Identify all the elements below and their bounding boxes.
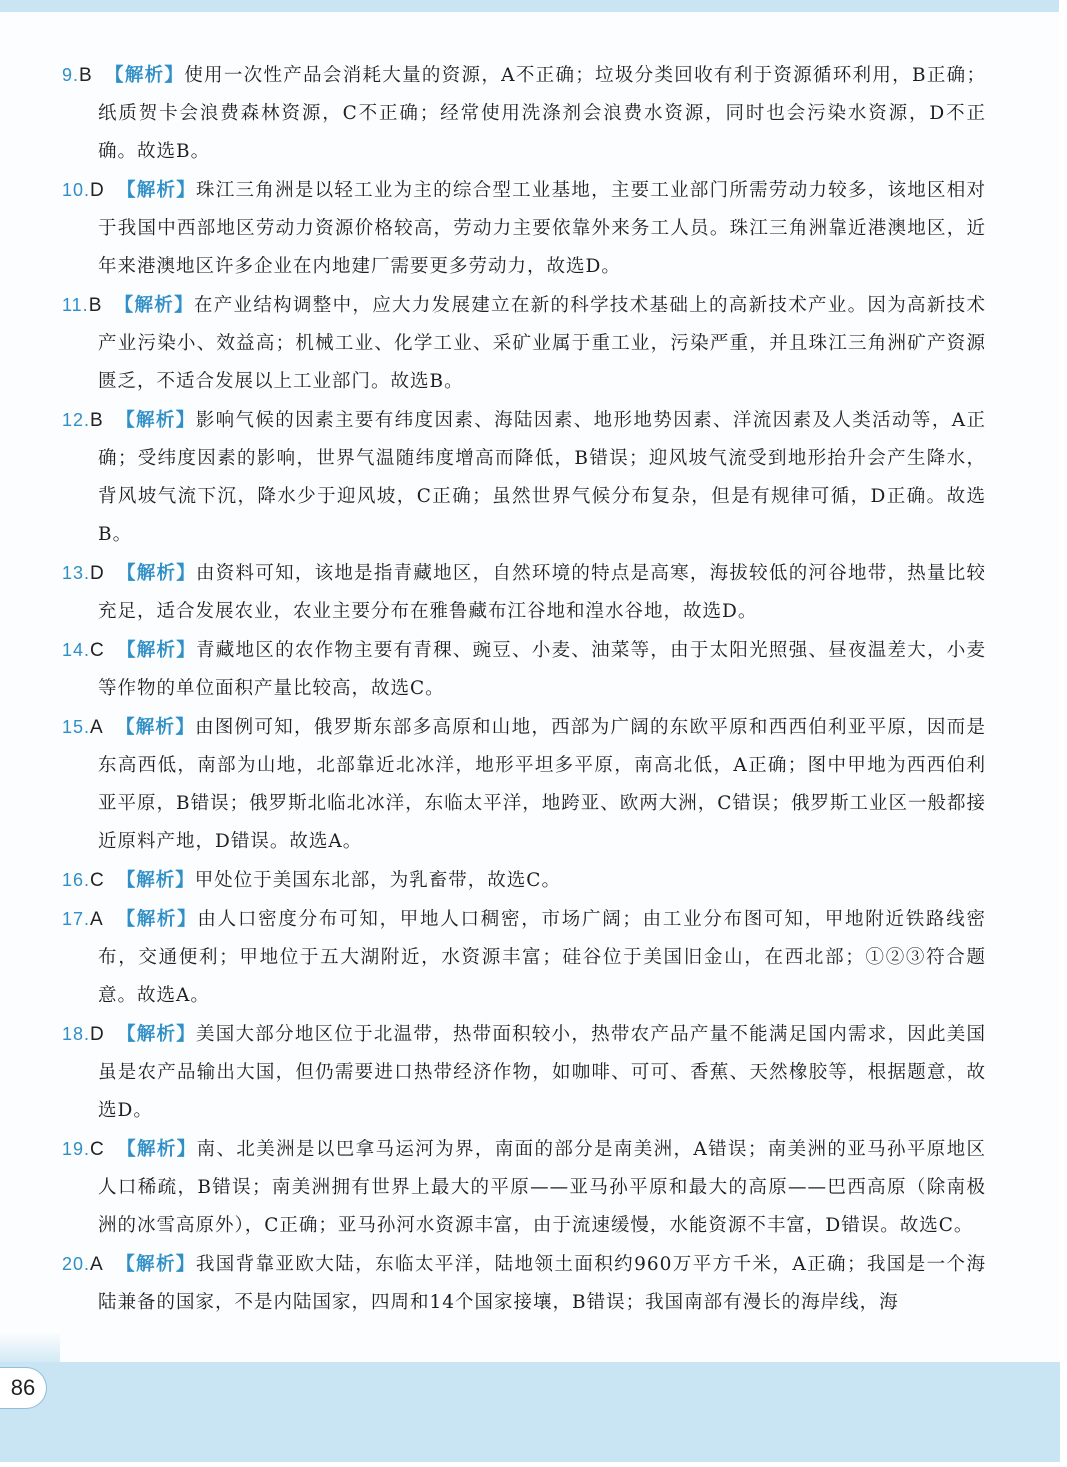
answer-choice: C [90,1139,105,1160]
answer-item [62,708,986,861]
analysis-text: 我国背靠亚欧大陆，东临太平洋，陆地领土面积约960万平方千米，A正确；我国是一个海陆兼备的国家，不是内陆国家，四周和14个国家接壤，B错误；我国南部有漫长的海岸线，海 [98,1254,986,1313]
answer-choice: B [88,295,103,316]
answer-item [62,861,986,900]
answer-choice: A [90,717,104,738]
question-number: 9. [62,65,80,85]
analysis-tag: 【解析】 [115,717,196,738]
answer-choice: A [90,1254,104,1275]
top-border-band [0,0,1060,12]
analysis-text: 使用一次性产品会消耗大量的资源，A不正确；垃圾分类回收有利于资源循环利用，B正确；纸质贺卡会浪费森林资源，C不正确；经常使用洗涤剂会浪费水资源，同时也会污染水资源，D不正确。故选B。 [98,65,986,162]
question-number: 12. [62,410,91,430]
question-number: 14. [62,640,91,660]
analysis-tag: 【解析】 [104,65,185,86]
analysis-text: 青藏地区的农作物主要有青稞、豌豆、小麦、油菜等，由于太阳光照强、昼夜温差大，小麦等作物的单位面积产量比较高，故选C。 [98,640,986,699]
analysis-tag: 【解析】 [116,1139,197,1160]
analysis-text: 南、北美洲是以巴拿马运河为界，南面的部分是南美洲，A错误；南美洲的亚马孙平原地区人口稀疏，B错误；南美洲拥有世界上最大的平原——亚马孙平原和最大的高原——巴西高原（除南极洲的冰雪高原外），C正确；亚马孙河水资源丰富，由于流速缓慢，水能资源不丰富，D错误。故选C。 [98,1139,986,1236]
question-number: 17. [62,909,91,929]
analysis-tag: 【解析】 [116,640,197,661]
answer-choice: D [90,1024,105,1045]
question-number: 15. [62,717,91,737]
right-margin [1059,0,1067,1467]
analysis-tag: 【解析】 [116,1024,197,1045]
answer-item [62,171,986,286]
analysis-tag: 【解析】 [116,180,197,201]
analysis-tag: 【解析】 [114,295,194,316]
answer-item [62,56,986,171]
analysis-text: 珠江三角洲是以轻工业为主的综合型工业基地，主要工业部门所需劳动力较多，该地区相对于我国中西部地区劳动力资源价格较高，劳动力主要依靠外来务工人员。珠江三角洲靠近港澳地区，近年来港澳地区许多企业在内地建厂需要更多劳动力，故选D。 [98,180,986,277]
analysis-tag: 【解析】 [116,563,197,584]
page-number: 86 [0,1367,47,1409]
analysis-text: 美国大部分地区位于北温带，热带面积较小，热带农产品产量不能满足国内需求，因此美国虽是农产品输出大国，但仍需要进口热带经济作物，如咖啡、可可、香蕉、天然橡胶等，根据题意，故选D。 [98,1024,986,1121]
question-number: 10. [62,180,91,200]
answer-item [62,1245,986,1322]
answer-choice: B [79,65,93,86]
bottom-border-band [0,1362,1060,1462]
answer-item [62,1015,986,1130]
analysis-tag: 【解析】 [115,909,198,930]
answer-choice: B [90,410,104,431]
answer-item [62,401,986,554]
question-number: 19. [62,1139,91,1159]
analysis-tag: 【解析】 [115,1254,196,1275]
analysis-text: 由人口密度分布可知，甲地人口稠密，市场广阔；由工业分布图可知，甲地附近铁路线密布，交通便利；甲地位于五大湖附近，水资源丰富；硅谷位于美国旧金山，在西北部；①②③符合题意。故选A。 [98,909,986,1006]
analysis-text: 在产业结构调整中，应大力发展建立在新的科学技术基础上的高新技术产业。因为高新技术产业污染小、效益高；机械工业、化学工业、采矿业属于重工业，污染严重，并且珠江三角洲矿产资源匮乏，不适合发展以上工业部门。故选B。 [98,295,986,392]
answer-choice: C [90,640,105,661]
paper-area [0,12,1059,1362]
answer-choice: D [90,180,105,201]
question-number: 18. [62,1024,91,1044]
analysis-text: 甲处位于美国东北部，为乳畜带，故选C。 [194,870,561,891]
question-number: 13. [62,563,91,583]
answer-choice: D [90,563,105,584]
analysis-text: 影响气候的因素主要有纬度因素、海陆因素、地形地势因素、洋流因素及人类活动等，A正确；受纬度因素的影响，世界气温随纬度增高而降低，B错误；迎风坡气流受到地形抬升会产生降水，背风坡气流下沉，降水少于迎风坡，C正确；虽然世界气候分布复杂，但是有规律可循，D正确。故选B。 [98,410,986,545]
analysis-text: 由资料可知，该地是指青藏地区，自然环境的特点是高寒，海拔较低的河谷地带，热量比较充足，适合发展农业，农业主要分布在雅鲁藏布江谷地和湟水谷地，故选D。 [98,563,986,622]
answer-list [62,56,986,1322]
answer-item [62,1130,986,1245]
question-number: 16. [62,870,91,890]
answer-item [62,631,986,708]
analysis-text: 由图例可知，俄罗斯东部多高原和山地，西部为广阔的东欧平原和西西伯利亚平原，因而是东高西低，南部为山地，北部靠近北冰洋，地形平坦多平原，南高北低，A正确；图中甲地为西西伯利亚平原，B错误；俄罗斯北临北冰洋，东临太平洋，地跨亚、欧两大洲，C错误；俄罗斯工业区一般都接近原料产地，D错误。故选A。 [98,717,986,852]
question-number: 11. [62,295,89,315]
answer-item [62,900,986,1015]
answer-item [62,286,986,401]
answer-choice: A [90,909,104,930]
answer-item [62,554,986,631]
analysis-tag: 【解析】 [116,870,195,891]
analysis-tag: 【解析】 [115,410,196,431]
answer-choice: C [90,870,105,891]
question-number: 20. [62,1254,91,1274]
